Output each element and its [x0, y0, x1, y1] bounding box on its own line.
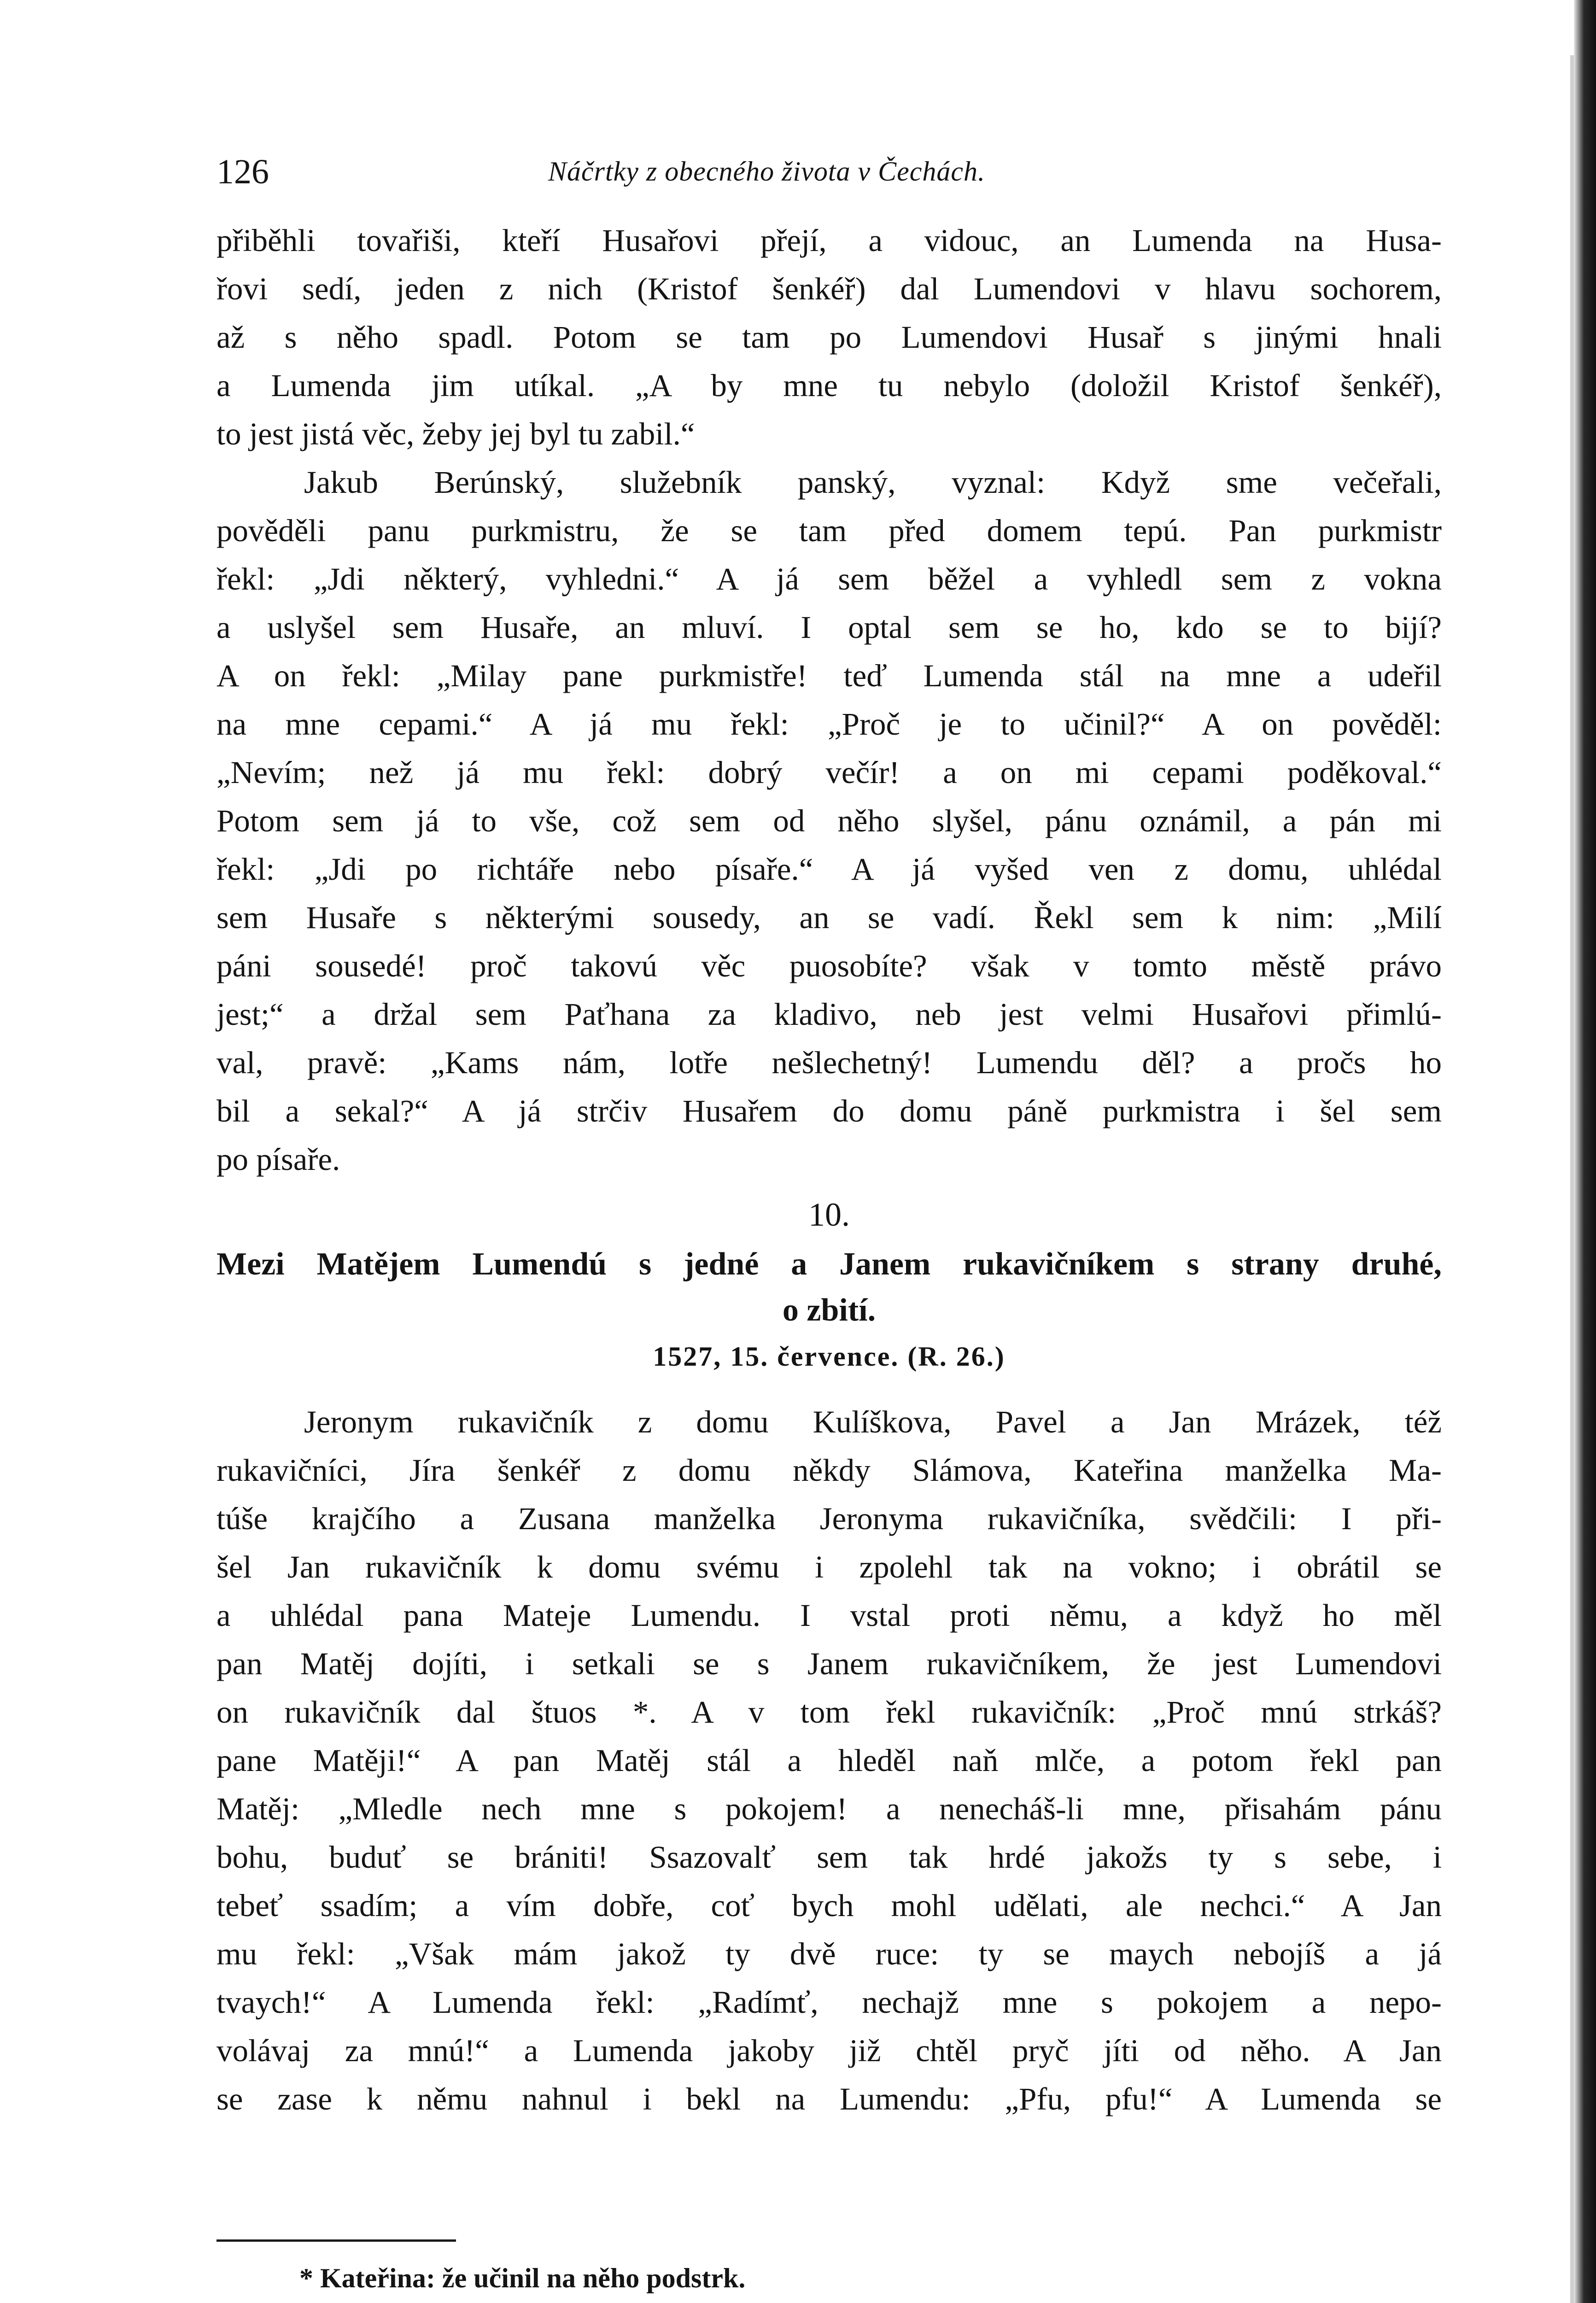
text-line: volávaj za mnú!“ a Lumenda jakoby již chtěl pryč jíti od něho. A Jan	[216, 2033, 1442, 2068]
text-line: a Lumenda jim utíkal. „A by mne tu nebylo (doložil Kristof šenkéř),	[216, 368, 1442, 403]
scan-edge	[1574, 0, 1596, 2303]
text-line: pan Matěj dojíti, i setkali se s Janem rukavičníkem, že jest Lumendovi	[216, 1646, 1442, 1681]
text-line: „Nevím; než já mu řekl: dobrý večír! a on mi cepami poděkoval.“	[216, 755, 1442, 790]
text-line: A on řekl: „Milay pane purkmistře! teď Lumenda stál na mne a udeřil	[216, 658, 1442, 693]
text-line: mu řekl: „Však mám jakož ty dvě ruce: ty se maych nebojíš a já	[216, 1936, 1442, 1971]
section-date: 1527, 15. července. (R. 26.)	[653, 1341, 1006, 1372]
paragraph-3	[216, 1398, 1442, 2123]
text-line: po písaře.	[216, 1142, 340, 1177]
page	[216, 152, 1442, 2123]
section-number: 10.	[808, 1196, 850, 1233]
text-line: to jest jistá věc, žeby jej byl tu zabil.“	[216, 416, 695, 451]
text-line: jest;“ a držal sem Paťhana za kladivo, neb jest velmi Husařovi přimlú-	[216, 997, 1442, 1032]
text-line: on rukavičník dal štuos *. A v tom řekl rukavičník: „Proč mnú strkáš?	[216, 1695, 1442, 1730]
text-line: šel Jan rukavičník k domu svému i zpolehl tak na vokno; i obrátil se	[216, 1549, 1442, 1584]
text-line: sem Husaře s některými sousedy, an se vadí. Řekl sem k nim: „Milí	[216, 900, 1442, 935]
paragraph-2	[216, 458, 1442, 1184]
text-line: pane Matěji!“ A pan Matěj stál a hleděl naň mlče, a potom řekl pan	[216, 1743, 1442, 1778]
footnote: * Kateřina: že učinil na něho podstrk.	[299, 2263, 746, 2293]
section-title-line-2: o zbití.	[782, 1292, 876, 1328]
text-line: řovi sedí, jeden z nich (Kristof šenkéř) dal Lumendovi v hlavu sochorem,	[216, 271, 1442, 306]
text-line: řekl: „Jdi některý, vyhledni.“ A já sem běžel a vyhledl sem z vokna	[216, 561, 1442, 596]
scan-edge-inner	[1570, 55, 1574, 2303]
section-heading	[216, 1188, 1442, 1379]
text-line: až s něho spadl. Potom se tam po Lumendovi Husař s jinými hnali	[216, 320, 1442, 355]
text-line: Jakub Berúnský, služebník panský, vyznal: Když sme večeřali,	[304, 465, 1442, 500]
text-line: pověděli panu purkmistru, že se tam před domem tepú. Pan purkmistr	[216, 513, 1442, 548]
text-line: Potom sem já to vše, což sem od něho slyšel, pánu oznámil, a pán mi	[216, 803, 1442, 838]
running-title: Náčrtky z obecného života v Čechách.	[548, 156, 986, 187]
text-line: Matěj: „Mledle nech mne s pokojem! a nenecháš-li mne, přisahám pánu	[216, 1791, 1442, 1826]
footnote-rule	[216, 2239, 456, 2242]
text-line: a uhlédal pana Mateje Lumendu. I vstal proti němu, a když ho měl	[216, 1598, 1442, 1633]
text-line: bohu, buduť se brániti! Ssazovalť sem tak hrdé jakožs ty s sebe, i	[216, 1840, 1442, 1875]
text-line: přiběhli tovařiši, kteří Husařovi přejí, a vidouc, an Lumenda na Husa-	[216, 223, 1442, 258]
text-line: bil a sekal?“ A já strčiv Husařem do domu páně purkmistra i šel sem	[216, 1093, 1442, 1128]
text-line: se zase k němu nahnul i bekl na Lumendu: „Pfu, pfu!“ A Lumenda se	[216, 2081, 1442, 2116]
text-line: řekl: „Jdi po richtáře nebo písaře.“ A já vyšed ven z domu, uhlédal	[216, 852, 1442, 887]
running-head	[216, 152, 1442, 207]
section-title-line-1: Mezi Matějem Lumendú s jedné a Janem rukavičníkem s strany druhé,	[216, 1246, 1442, 1282]
text-line: tvaych!“ A Lumenda řekl: „Radímť, nechajž mne s pokojem a nepo-	[216, 1985, 1442, 2020]
text-line: páni sousedé! proč takovú věc puosobíte? však v tomto městě právo	[216, 948, 1442, 983]
text-line: tebeť ssadím; a vím dobře, coť bych mohl udělati, ale nechci.“ A Jan	[216, 1888, 1442, 1923]
page-number: 126	[216, 152, 269, 191]
text-line: túše krajčího a Zusana manželka Jeronyma rukavičníka, svědčili: I při-	[216, 1501, 1442, 1536]
text-line: Jeronym rukavičník z domu Kulíškova, Pavel a Jan Mrázek, též	[304, 1404, 1442, 1439]
text-line: a uslyšel sem Husaře, an mluví. I optal sem se ho, kdo se to bijí?	[216, 610, 1442, 645]
text-line: val, pravě: „Kams nám, lotře nešlechetný! Lumendu děl? a pročs ho	[216, 1045, 1442, 1080]
text-line: rukavičníci, Jíra šenkéř z domu někdy Slámova, Kateřina manželka Ma-	[216, 1453, 1442, 1488]
paragraph-1	[216, 216, 1442, 458]
text-line: na mne cepami.“ A já mu řekl: „Proč je to učinil?“ A on pověděl:	[216, 707, 1442, 742]
